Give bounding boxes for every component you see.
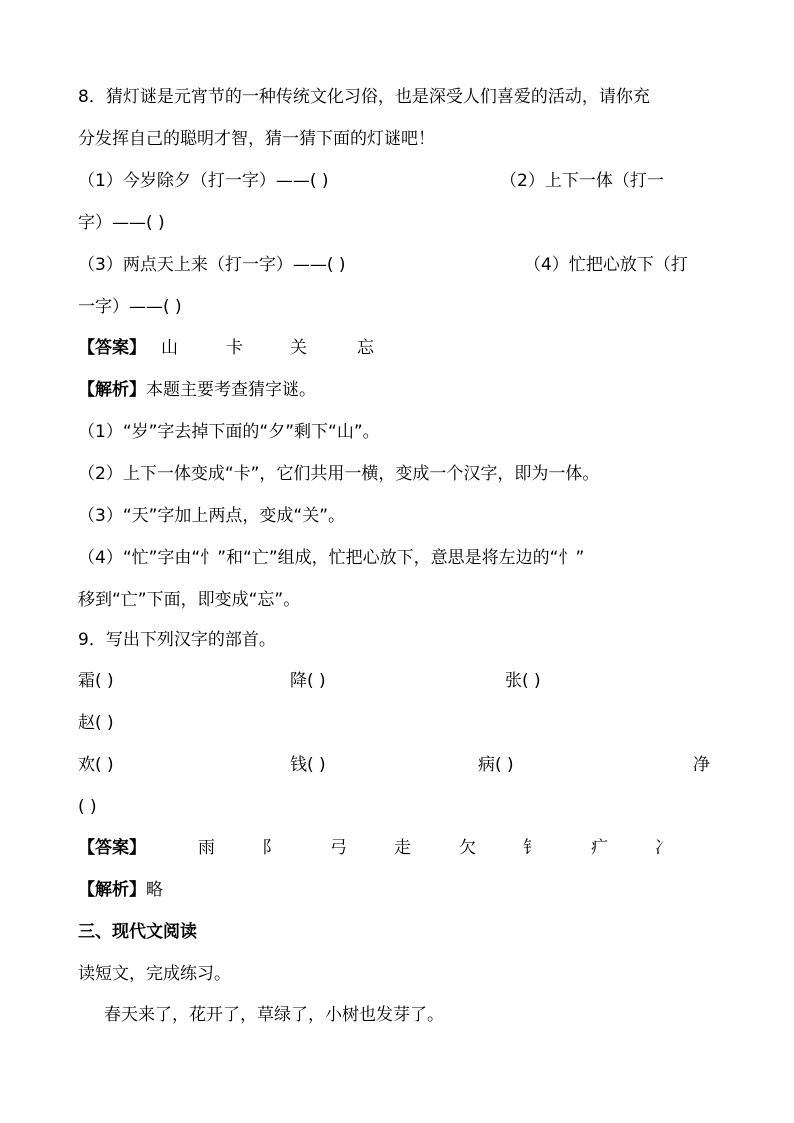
answer-value: 卡 bbox=[226, 338, 243, 358]
answer-value: 忘 bbox=[357, 338, 374, 358]
q8-analysis-line-3: （3）“天”字加上两点，变成“关”。 bbox=[78, 506, 346, 526]
answer-value: 走 bbox=[394, 838, 411, 858]
section-heading: 三、现代文阅读 bbox=[78, 922, 197, 942]
q9-title: 9．写出下列汉字的部首。 bbox=[78, 630, 276, 650]
q8-prompt-line-1: 8．猜灯谜是元宵节的一种传统文化习俗，也是深受人们喜爱的活动，请你充 bbox=[78, 87, 650, 107]
q9-blank-bing: 病( ) bbox=[478, 755, 514, 775]
passage-text: 春天来了，花开了，草绿了，小树也发芽了。 bbox=[104, 1005, 444, 1025]
q9-char-jing: 净 bbox=[693, 755, 710, 775]
q9-blank-shuang: 霜( ) bbox=[78, 671, 114, 691]
q8-item-4-part-2: 一字）——( ) bbox=[78, 297, 182, 317]
q9-blank-huan: 欢( ) bbox=[78, 755, 114, 775]
q9-blank-zhao: 赵( ) bbox=[78, 713, 114, 733]
answer-value: 欠 bbox=[459, 838, 476, 858]
q8-item-2-part-2: 字）——( ) bbox=[78, 213, 165, 233]
q8-item-3: （3）两点天上来（打一字）——( ) bbox=[78, 255, 346, 275]
analysis-label: 【解析】 bbox=[78, 880, 146, 900]
q8-prompt-line-2: 分发挥自己的聪明才智，猜一猜下面的灯谜吧！ bbox=[78, 129, 435, 149]
q9-blank-jiang: 降( ) bbox=[290, 671, 326, 691]
q8-item-1: （1）今岁除夕（打一字）——( ) bbox=[78, 171, 329, 191]
answer-value: 冫 bbox=[654, 838, 671, 858]
answer-label: 【答案】 bbox=[78, 338, 146, 358]
q8-analysis-line-1: （1）“岁”字去掉下面的“夕”剩下“山”。 bbox=[78, 422, 380, 442]
analysis-label: 【解析】 bbox=[78, 380, 146, 400]
q9-answer-row bbox=[78, 838, 718, 858]
q8-analysis-line-4: （4）“忙”字由“忄”和“亡”组成，忙把心放下，意思是将左边的“忄” bbox=[78, 548, 585, 568]
q8-item-4-part-1: （4）忙把心放下（打 bbox=[524, 255, 688, 275]
answer-value: 山 bbox=[161, 338, 178, 358]
q8-item-2-part-1: （2）上下一体（打一 bbox=[500, 171, 664, 191]
answer-label: 【答案】 bbox=[78, 838, 146, 858]
answer-value: 关 bbox=[290, 338, 307, 358]
q8-analysis-line-5: 移到“亡”下面，即变成“忘”。 bbox=[78, 590, 301, 610]
q8-analysis-row bbox=[78, 380, 316, 400]
analysis-text: 略 bbox=[146, 880, 163, 900]
answer-value: 疒 bbox=[591, 838, 608, 858]
q9-blank-qian: 钱( ) bbox=[290, 755, 326, 775]
answer-value: 弓 bbox=[330, 838, 347, 858]
q8-analysis-line-2: （2）上下一体变成“卡”，它们共用一横，变成一个汉字，即为一体。 bbox=[78, 464, 600, 484]
analysis-intro: 本题主要考查猜字谜。 bbox=[146, 380, 316, 400]
section-instruction: 读短文，完成练习。 bbox=[78, 964, 231, 984]
q8-answer-row bbox=[78, 338, 718, 358]
q9-analysis-row bbox=[78, 880, 163, 900]
q9-blank-zhang: 张( ) bbox=[505, 671, 541, 691]
q9-blank-jing: ( ) bbox=[78, 797, 97, 817]
answer-value: 钅 bbox=[523, 838, 540, 858]
answer-value: 雨 bbox=[198, 838, 215, 858]
answer-value: 阝 bbox=[262, 838, 279, 858]
